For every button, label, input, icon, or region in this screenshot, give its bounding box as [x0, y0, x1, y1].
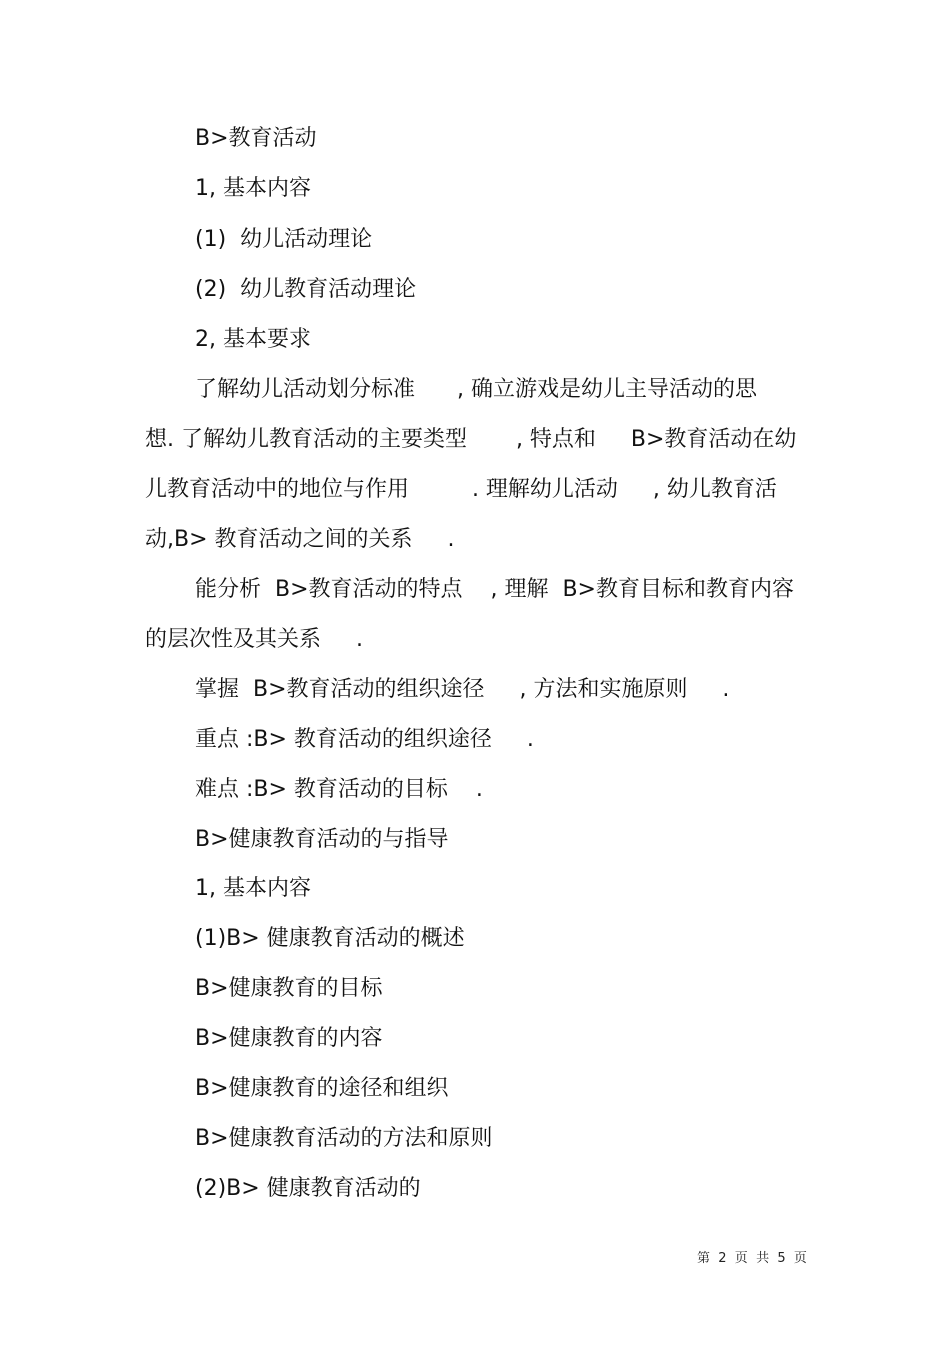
- content-item: (1)B> 健康教育活动的概述: [195, 926, 465, 951]
- paragraph-line: 儿教育活动中的地位与作用 . 理解幼儿活动 , 幼儿教育活: [145, 477, 777, 502]
- section-heading: B>教育活动: [195, 126, 317, 151]
- content-heading: 1, 基本内容: [195, 876, 311, 901]
- key-point-line: 重点 :B> 教育活动的组织途径 .: [195, 727, 534, 752]
- content-item: B>健康教育的目标: [195, 976, 383, 1001]
- content-heading: 1, 基本内容: [195, 176, 311, 201]
- content-item: (2) 幼儿教育活动理论: [195, 277, 417, 302]
- paragraph-line: 的层次性及其关系 .: [145, 627, 363, 652]
- page-footer: 第 2 页 共 5 页: [697, 1251, 807, 1266]
- paragraph-line: 掌握 B>教育活动的组织途径 , 方法和实施原则 .: [195, 677, 730, 702]
- paragraph-line: 了解幼儿活动划分标准 , 确立游戏是幼儿主导活动的思: [195, 377, 757, 402]
- content-item: (2)B> 健康教育活动的: [195, 1176, 421, 1201]
- content-item: (1) 幼儿活动理论: [195, 227, 373, 252]
- paragraph-line: 想. 了解幼儿教育活动的主要类型 , 特点和 B>教育活动在幼: [145, 427, 797, 452]
- requirements-heading: 2, 基本要求: [195, 327, 311, 352]
- paragraph-line: 能分析 B>教育活动的特点 , 理解 B>教育目标和教育内容: [195, 577, 794, 602]
- section-heading: B>健康教育活动的与指导: [195, 827, 449, 852]
- paragraph-line: 动,B> 教育活动之间的关系 .: [145, 527, 455, 552]
- difficulty-line: 难点 :B> 教育活动的目标 .: [195, 777, 483, 802]
- content-item: B>健康教育活动的方法和原则: [195, 1126, 493, 1151]
- content-item: B>健康教育的内容: [195, 1026, 383, 1051]
- content-item: B>健康教育的途径和组织: [195, 1076, 449, 1101]
